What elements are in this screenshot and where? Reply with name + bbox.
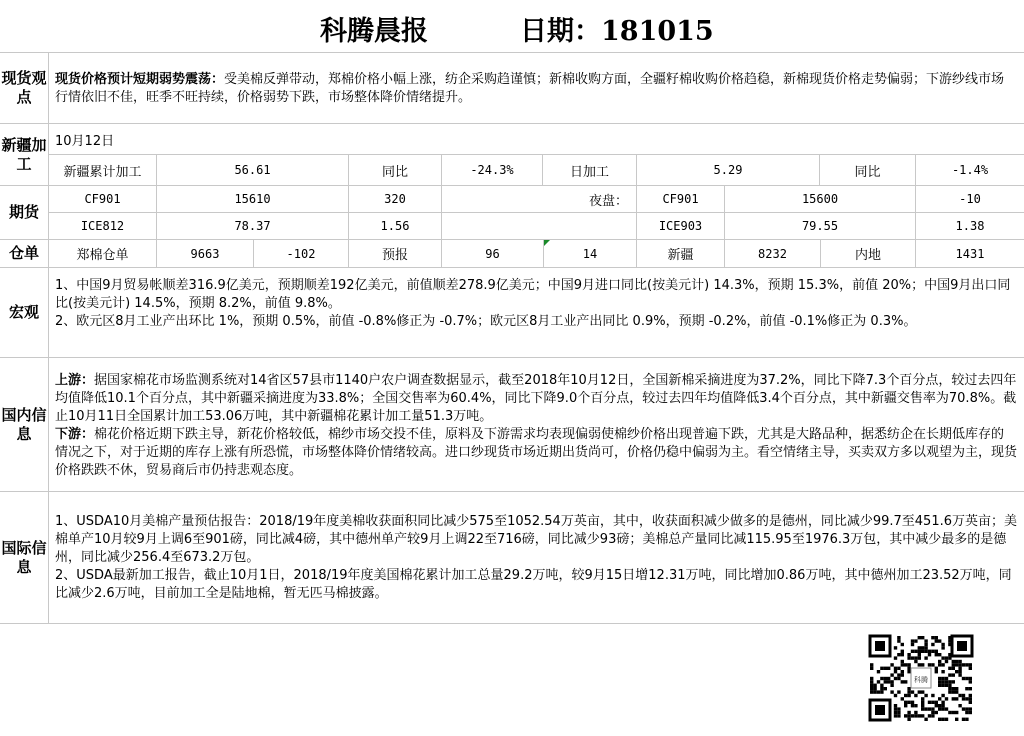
futures-cell: 夜盘： [442, 186, 637, 212]
futures-cell: CF901 [49, 186, 157, 212]
warehouse-cell: 8232 [725, 240, 821, 267]
downstream-lead: 下游： [55, 427, 95, 442]
warehouse-cell: 郑棉仓单 [49, 240, 157, 267]
macro-paragraph: 1、中国9月贸易帐顺差316.9亿美元，预期顺差192亿美元，前值顺差278.9亿美元；中国9月进口同比(按美元计) 14.3%，预期 15.3%，前值 20%；中国9月出口同比(按美元计) 14.5%，预期 8.2%，前值 9.8%。 [55, 278, 1011, 311]
downstream-body: 棉花价格近期下跌主导，新花价格较低，棉纱市场交投不佳，原料及下游需求均表现偏弱使棉纱价格出现普遍下跌，尤其是大路品种，据悉纺企在长期低库存的情况之下，对于近期的库存上涨有所恐慌，市场整体降价情绪较高。进口纱现货市场近期出货尚可，价格仍稳中偏弱为主。看空情绪主导，买卖双方多以观望为主，现货价格跌跌不休，贸易商后市仍持悲观态度。 [55, 427, 1018, 478]
futures-cell: 15600 [725, 186, 916, 212]
futures-cell: 1.56 [349, 213, 442, 239]
international-paragraph: 1、USDA10月美棉产量预估报告：2018/19年度美棉收获面积同比减少575至1052.54万英亩，其中，收获面积减少做多的是德州，同比减少99.7至451.6万英亩；美棉单产10月较9月上调6至901磅，同比减4磅，其中德州单产较9月上调22至716磅，同比减少93磅；美棉总产量同比减115.95至1976.3万包，其中减少最多的是德州，同比减少256.4至673.2万包。 [55, 514, 1017, 565]
futures-cell: ICE903 [637, 213, 725, 239]
warehouse-cell: 新疆 [637, 240, 725, 267]
futures-cell: 79.55 [725, 213, 916, 239]
qr-code-icon [866, 632, 976, 724]
report-header [0, 0, 1024, 53]
spot-lead: 现货价格预计短期弱势震荡： [55, 72, 225, 87]
macro-label: 宏观 [0, 268, 49, 358]
futures-cell: 78.37 [157, 213, 349, 239]
warehouse-cell: 内地 [821, 240, 916, 267]
spot-text [55, 71, 1017, 107]
futures-cell: CF901 [637, 186, 725, 212]
upstream-lead: 上游： [55, 373, 95, 388]
xinjiang-cell: 56.61 [157, 155, 349, 185]
report-title: 科腾晨报 [320, 16, 428, 47]
xinjiang-data-row [49, 155, 1024, 186]
futures-row-1 [49, 186, 1024, 213]
warehouse-cell: 预报 [349, 240, 442, 267]
xinjiang-cell: 同比 [820, 155, 916, 185]
international-text [55, 513, 1017, 603]
comment-marker-icon [544, 240, 550, 246]
report-date: 日期：181015 [520, 16, 714, 47]
spot-label: 现货观点 [0, 52, 49, 124]
qr-logo-caption: 科腾 [914, 676, 928, 684]
futures-cell: 1.38 [955, 219, 985, 233]
xinjiang-date: 10月12日 [55, 134, 115, 149]
xinjiang-label: 新疆加工 [0, 124, 49, 186]
domestic-label: 国内信息 [0, 358, 49, 492]
warehouse-label: 仓单 [0, 240, 49, 268]
macro-paragraph: 2、欧元区8月工业产出环比 1%，预期 0.5%，前值 -0.8%修正为 -0.7%；欧元区8月工业产出同比 0.9%，预期 -0.2%，前值 -0.1%修正为 0.3%。 [55, 314, 917, 329]
warehouse-cell: 1431 [955, 246, 985, 261]
warehouse-cell: -102 [254, 240, 349, 267]
xinjiang-cell: 日加工 [543, 155, 637, 185]
macro-text [55, 277, 1017, 331]
futures-cell [442, 213, 637, 239]
xinjiang-cell: -1.4% [951, 163, 989, 177]
futures-cell: 15610 [157, 186, 349, 212]
futures-row-2 [49, 213, 1024, 240]
domestic-text [55, 372, 1017, 480]
warehouse-cell: 9663 [157, 240, 254, 267]
futures-cell: -10 [959, 192, 981, 206]
xinjiang-cell: 5.29 [637, 155, 820, 185]
international-label: 国际信息 [0, 492, 49, 624]
xinjiang-cell: 新疆累计加工 [49, 155, 157, 185]
warehouse-cell: 14 [544, 240, 637, 267]
futures-cell: 320 [349, 186, 442, 212]
spot-body: 受美棉反弹带动，郑棉价格小幅上涨，纺企采购趋谨慎；新棉收购方面，全疆籽棉收购价格趋稳，新棉现货价格走势偏弱；下游纱线市场行情依旧不佳，旺季不旺持续，价格弱势下跌，市场整体降价情绪提升。 [55, 72, 1005, 105]
xinjiang-date-row [49, 124, 1024, 155]
futures-cell: ICE812 [49, 213, 157, 239]
upstream-body: 据国家棉花市场监测系统对14省区57县市1140户农户调查数据显示，截至2018年10月12日，全国新棉采摘进度为37.2%，同比下降7.3个百分点，较过去四年均值降低10.1个百分点，其中新疆采摘进度为33.8%；全国交售率为60.4%，同比下降9.0个百分点，较过去四年均值降低3.4个百分点，其中新疆交售率为70.8%。截止10月11日全国累计加工53.06万吨，其中新疆棉花累计加工量51.3万吨。 [55, 373, 1017, 424]
xinjiang-cell: -24.3% [442, 155, 543, 185]
futures-label: 期货 [0, 186, 49, 240]
warehouse-row [49, 240, 1024, 268]
xinjiang-cell: 同比 [349, 155, 442, 185]
warehouse-cell: 96 [442, 240, 544, 267]
international-paragraph: 2、USDA最新加工报告，截止10月1日，2018/19年度美国棉花累计加工总量29.2万吨，较9月15日增12.31万吨，同比增加0.86万吨，其中德州加工23.52万吨，同比减少2.6万吨，目前加工全是陆地棉，暂无匹马棉披露。 [55, 568, 1012, 601]
